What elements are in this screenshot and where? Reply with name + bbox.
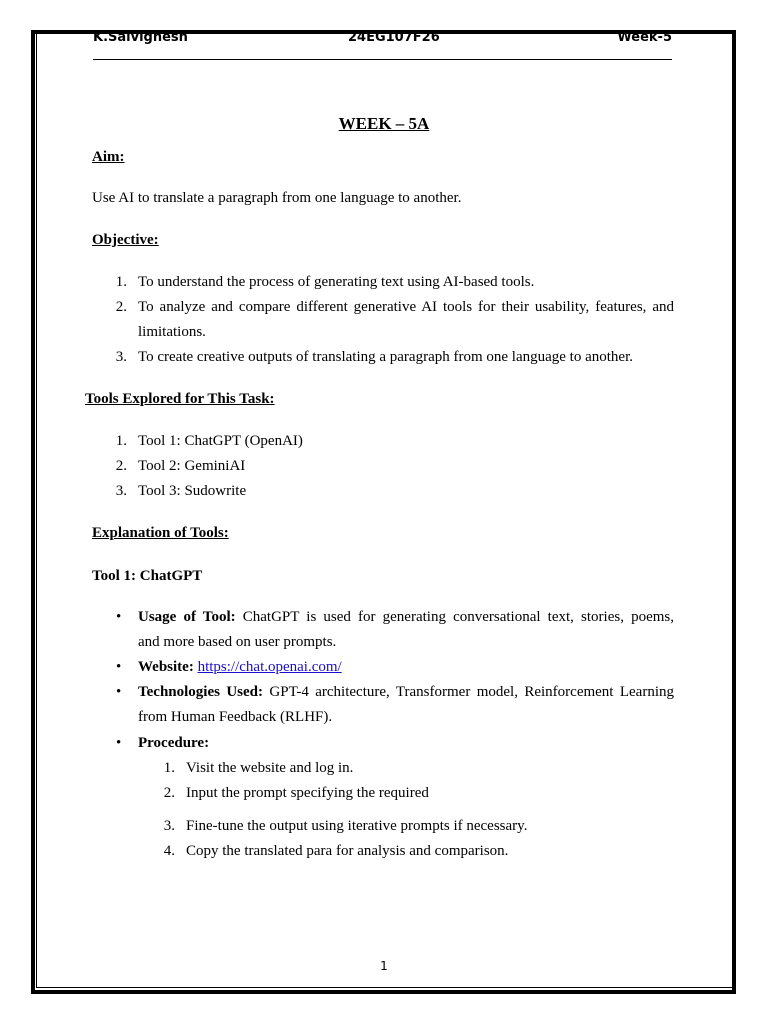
tool1-heading: Tool 1: ChatGPT	[92, 568, 203, 584]
objective-item: To understand the process of generating text using AI-based tools.	[138, 274, 535, 290]
bullet-icon: •	[116, 659, 122, 675]
procedure-step: Visit the website and log in.	[186, 760, 354, 776]
bullet-icon: •	[116, 684, 122, 700]
usage-label: Usage of Tool:	[138, 609, 236, 625]
page-title: WEEK – 5A	[338, 114, 430, 133]
header-week: Week-5	[617, 30, 672, 45]
tools-heading: Tools Explored for This Task:	[85, 391, 275, 407]
objective-heading: Objective:	[92, 232, 159, 248]
website-link[interactable]: https://chat.openai.com/	[197, 659, 342, 675]
step-number: 4.	[163, 843, 175, 859]
objective-number: 1.	[115, 274, 127, 290]
tool-item: Tool 1: ChatGPT (OpenAI)	[138, 433, 303, 449]
step-number: 3.	[163, 818, 175, 834]
tool-item: Tool 3: Sudowrite	[138, 483, 247, 499]
header-rule	[93, 59, 672, 60]
explanation-heading: Explanation of Tools:	[92, 525, 229, 541]
usage-line	[138, 608, 674, 626]
step-number: 1.	[163, 760, 175, 776]
procedure-step: Fine-tune the output using iterative prompts if necessary.	[186, 818, 528, 834]
objective-item: To analyze and compare different generative AI tools for their usability, features, and	[138, 299, 674, 315]
aim-text: Use AI to translate a paragraph from one language to another.	[92, 190, 462, 206]
tech-text: GPT-4 architecture, Transformer model, Reinforcement Learning	[269, 684, 675, 700]
usage-text: ChatGPT is used for generating conversational text, stories, poems,	[242, 609, 675, 625]
procedure-step: Copy the translated para for analysis and comparison.	[186, 843, 509, 859]
objective-number: 2.	[115, 299, 127, 315]
objective-item-continuation: limitations.	[138, 324, 206, 340]
step-number: 2.	[163, 785, 175, 801]
page-number: 1	[380, 959, 388, 973]
bullet-icon: •	[116, 735, 122, 751]
tech-label: Technologies Used:	[138, 684, 264, 700]
procedure-step: Input the prompt specifying the required	[186, 785, 429, 801]
tech-line	[138, 683, 674, 701]
objective-number: 3.	[115, 349, 127, 365]
tool-item: Tool 2: GeminiAI	[138, 458, 246, 474]
tool-number: 3.	[115, 483, 127, 499]
tech-text-continuation: from Human Feedback (RLHF).	[138, 709, 333, 725]
tool-number: 2.	[115, 458, 127, 474]
tool-number: 1.	[115, 433, 127, 449]
bullet-icon: •	[116, 609, 122, 625]
objective-item: To create creative outputs of translating a paragraph from one language to another.	[138, 349, 633, 365]
header-author: K.Saivignesh	[93, 30, 188, 45]
usage-text-continuation: and more based on user prompts.	[138, 634, 337, 650]
website-label: Website:	[138, 659, 194, 675]
website-line	[138, 658, 342, 676]
aim-heading: Aim:	[92, 149, 125, 165]
header-roll-number: 24EG107F26	[348, 30, 440, 45]
procedure-label: Procedure:	[138, 735, 210, 751]
